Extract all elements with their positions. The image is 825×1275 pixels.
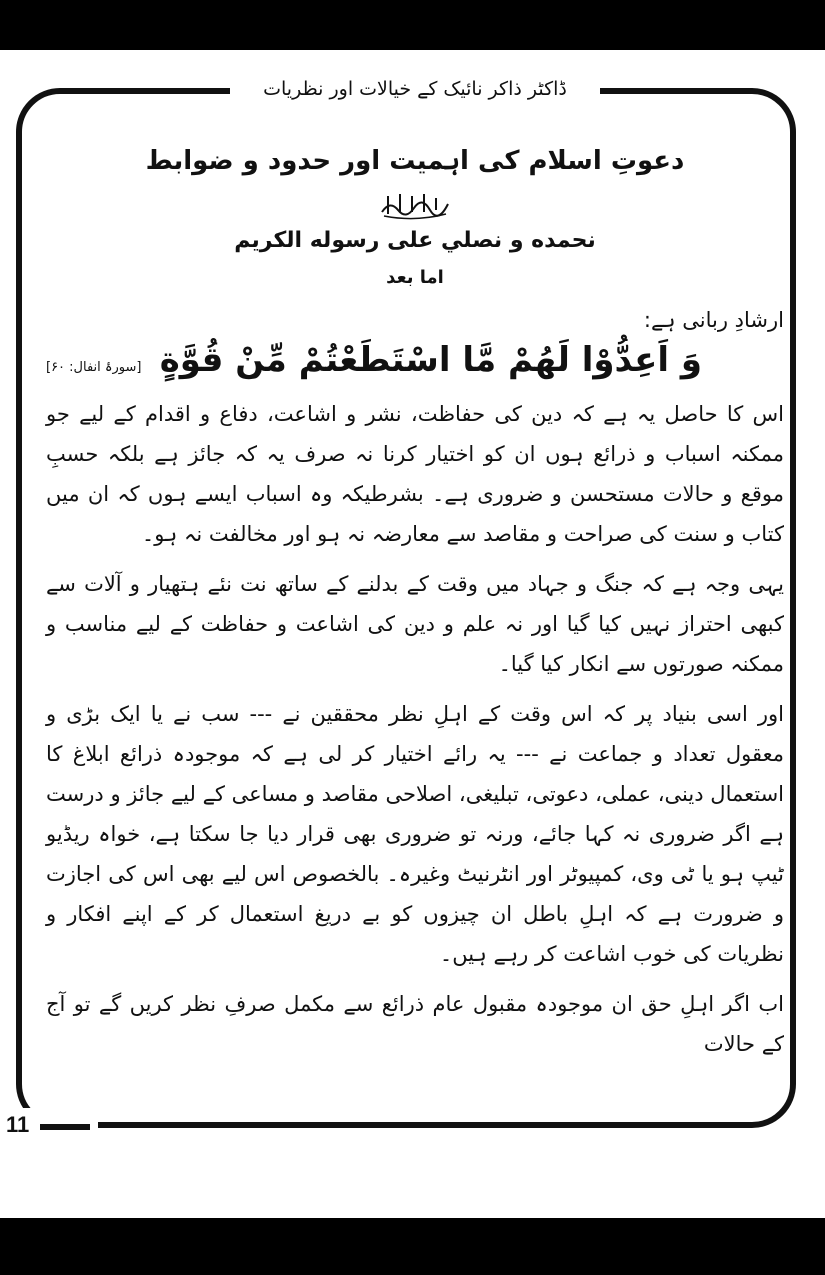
verse-reference: [سورۂ انفال: ۶۰]	[46, 360, 142, 375]
verse-row	[46, 340, 784, 380]
section-title: دعوتِ اسلام کی اہمیت اور حدود و ضوابط	[145, 146, 685, 176]
page-number: 11	[6, 1112, 30, 1137]
praise-line: نحمده و نصلي على رسوله الكريم	[234, 228, 596, 253]
amma-bad: اما بعد	[386, 267, 444, 288]
running-header	[230, 72, 600, 106]
footer-rule	[40, 1124, 90, 1130]
paragraph: اس کا حاصل یہ ہے کہ دین کی حفاظت، نشر و اشاعت، دفاع و اقدام کے لیے جو ممکنہ اسباب و ذرائع ہوں ان کو اختیار کرنا نہ صرف یہ کہ جائز ہے بلکہ حسبِ موقع و حالات مستحسن و ضروری ہے۔ بشرطیکہ وہ اسباب ایسے ہوں کہ ان میں کتاب و سنت کی صراحت و مقاصد سے معارضہ نہ ہو اور مخالفت نہ ہو۔	[46, 402, 784, 546]
verse-intro: ارشادِ ربانی ہے:	[643, 308, 784, 332]
bismillah-calligraphy	[46, 190, 784, 224]
book-page	[0, 50, 825, 1218]
paragraph: یہی وجہ ہے کہ جنگ و جہاد میں وقت کے بدلنے کے ساتھ نت نئے ہتھیار و آلات سے کبھی احتراز نہیں کیا گیا اور نہ علم و دین کی اشاعت و حفاظت کے لیے مناسب و ممکنہ صورتوں سے انکار کیا گیا۔	[46, 572, 784, 676]
paragraph: اب اگر اہلِ حق ان موجودہ مقبول عام ذرائع سے مکمل صرفِ نظر کریں گے تو آج کے حالات	[46, 992, 784, 1056]
quran-verse: وَ اَعِدُّوْا لَهُمْ مَّا اسْتَطَعْتُمْ مِّنْ قُوَّةٍ	[159, 340, 702, 380]
page-content	[46, 146, 784, 1074]
running-header-title: ڈاکٹر ذاکر نائیک کے خیالات اور نظریات	[263, 78, 567, 100]
bismillah-calligraphy-icon	[380, 190, 450, 220]
paragraph: اور اسی بنیاد پر کہ اس وقت کے اہلِ نظر محققین نے --- سب نے یا ایک بڑی و معقول تعداد و جماعت نے --- یہ رائے اختیار کر لی ہے کہ موجودہ ذرائع ابلاغ کا استعمال دینی، عملی، دعوتی، تبلیغی، اصلاحی مقاصد و مساعی کے لیے جائز و درست ہے اگر ضروری نہ کہا جائے، ورنہ تو ضروری بھی قرار دیا جا سکتا ہے، خواہ ریڈیو ٹیپ ہو یا ٹی وی، کمپیوٹر اور انٹرنیٹ وغیرہ۔ بالخصوص اس لیے بھی اس کی اجازت و ضرورت ہے کہ اہلِ باطل ان چیزوں کو بے دریغ استعمال کر کے اپنے افکار و نظریات کی خوب اشاعت کر رہے ہیں۔	[46, 702, 784, 966]
